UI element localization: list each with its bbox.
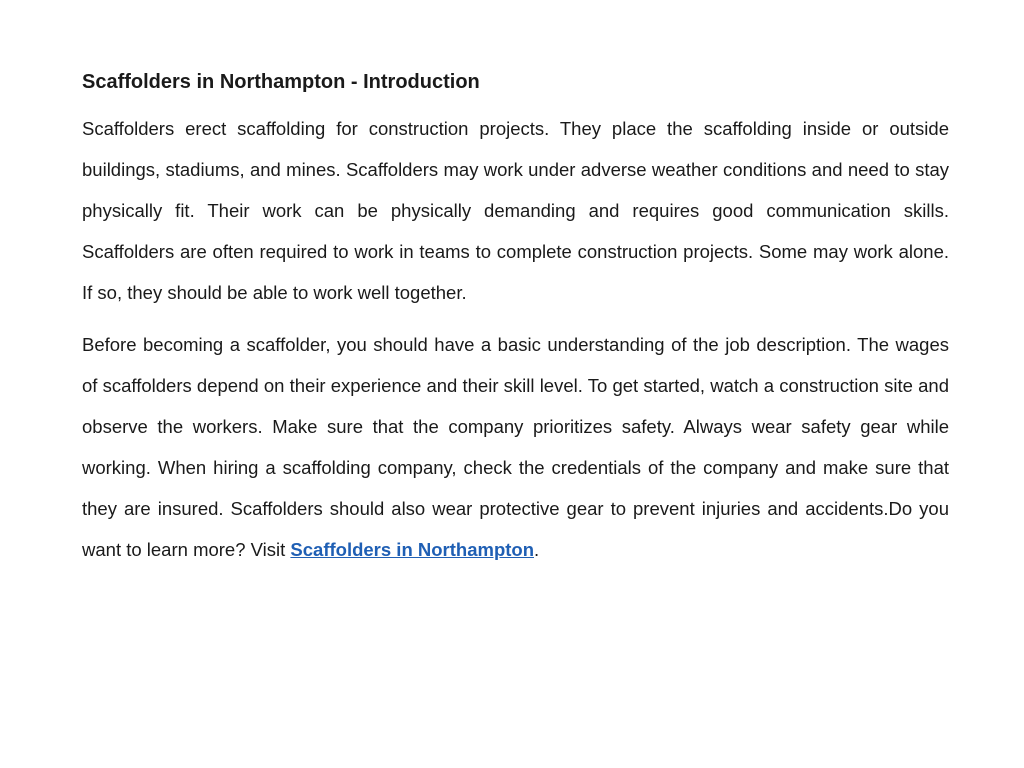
details-paragraph bbox=[82, 324, 949, 570]
intro-paragraph: Scaffolders erect scaffolding for construction projects. They place the scaffolding inside or outside buildings, stadiums, and mines. Scaffolders may work under adverse weather conditions and need to stay physically fit. Their work can be physically demanding and requires good communication skills. Scaffolders are often required to work in teams to complete construction projects. Some may work alone. If so, they should be able to work well together. bbox=[82, 118, 949, 303]
details-paragraph-end: . bbox=[534, 539, 540, 560]
page-title: Scaffolders in Northampton - Introduction bbox=[82, 71, 480, 93]
scaffolders-northampton-link[interactable]: Scaffolders in Northampton bbox=[290, 539, 535, 560]
details-paragraph-text: Before becoming a scaffolder, you should have a basic understanding of the job description. The wages of scaffolders depend on their experience and their skill level. To get started, watch a construction site and observe the workers. Make sure that the company prioritizes safety. Always wear safety gear while working. When hiring a scaffolding company, check the credentials of the company and make sure that they are insured. Scaffolders should also wear protective gear to prevent injuries and accidents.Do you want to learn more? Visit bbox=[82, 334, 949, 560]
document-page bbox=[82, 66, 949, 581]
